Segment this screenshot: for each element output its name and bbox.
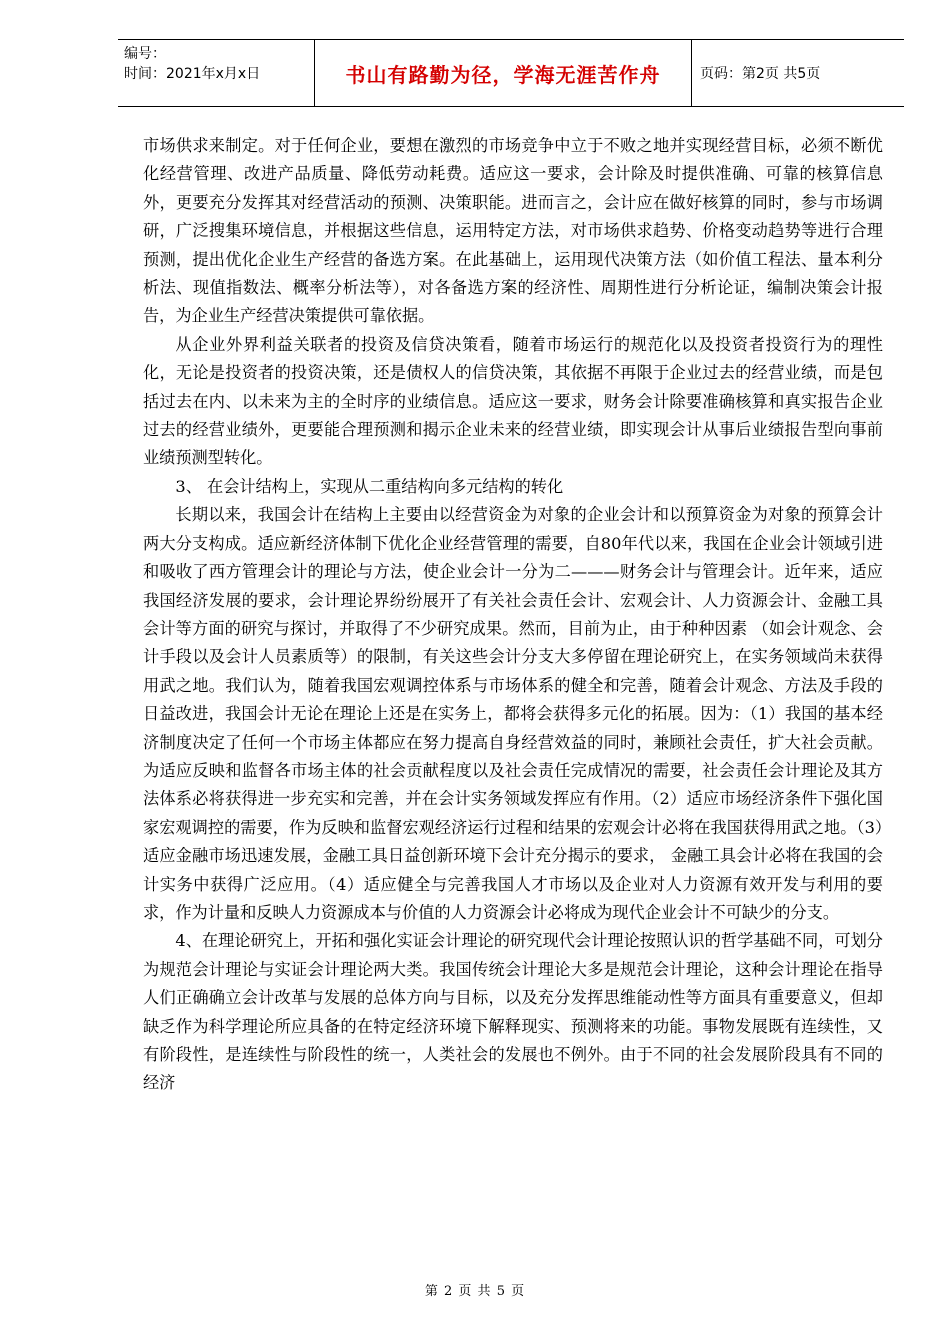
body-paragraph: 从企业外界利益关联者的投资及信贷决策看，随着市场运行的规范化以及投资者投资行为的理性化，无论是投资者的投资决策，还是债权人的信贷决策，其依据不再限于企业过去的经营业绩，而是包括过去在内、以未来为主的全时序的业绩信息。适应这一要求，财务会计除要准确核算和真实报告企业过去的经营业绩外，更要能合理预测和揭示企业未来的经营业绩，即实现会计从事后业绩报告型向事前业绩预测型转化。 bbox=[143, 334, 883, 468]
page-footer: 第 2 页 共 5 页 bbox=[424, 1284, 526, 1299]
body-paragraph: 长期以来，我国会计在结构上主要由以经营资金为对象的企业会计和以预算资金为对象的预算会计两大分支构成。适应新经济体制下优化企业经营管理的需要，自80年代以来，我国在企业会计领域引进和吸收了西方管理会计的理论与方法，使企业会计一分为二———财务会计与管理会计。近年来，适应我国经济发展的要求，会计理论界纷纷展开了有关社会责任会计、宏观会计、人力资源会计、金融工具会计等方面的研究与探讨，并取得了不少研究成果。然而，目前为止，由于种种因素 （如会计观念、会计手段以及会计人员素质等）的限制，有关这些会计分支大多停留在理论研究上，在实务领域尚未获得用武之地。我们认为，随着我国宏观调控体系与市场体系的健全和完善，随着会计观念、方法及手段的日益改进，我国会计无论在理论上还是在实务上，都将会获得多元化的拓展。因为：（1）我国的基本经济制度决定了任何一个市场主体都应在努力提高自身经营效益的同时，兼顾社会责任，扩大社会贡献。为适应反映和监督各市场主体的社会贡献程度以及社会责任完成情况的需要，社会责任会计理论及其方法体系必将获得进一步充实和完善，并在会计实务领域发挥应有作用。（2）适应市场经济条件下强化国家宏观调控的需要，作为反映和监督宏观经济运行过程和结果的宏观会计必将在我国获得用武之地。（3）适应金融市场迅速发展，金融工具日益创新环境下会计充分揭示的要求， 金融工具会计必将在我国的会计实务中获得广泛应用。（4）适应健全与完善我国人才市场以及企业对人力资源有效开发与利用的要求，作为计量和反映人力资源成本与价值的人力资源会计必将成为现代企业会计不可缺少的分支。 bbox=[143, 505, 883, 922]
header-meta bbox=[118, 40, 315, 106]
document-header bbox=[118, 39, 904, 107]
body-paragraph: 4、在理论研究上，开拓和强化实证会计理论的研究现代会计理论按照认识的哲学基础不同，可划分为规范会计理论与实证会计理论两大类。我国传统会计理论大多是规范会计理论，这种会计理论在指导人们正确确立会计改革与发展的总体方向与目标，以及充分发挥思维能动性等方面具有重要意义，但却缺乏作为科学理论所应具备的在特定经济环境下解释现实、预测将来的功能。事物发展既有连续性，又有阶段性，是连续性与阶段性的统一，人类社会的发展也不例外。由于不同的社会发展阶段具有不同的经济 bbox=[143, 931, 883, 1093]
body-paragraph: 市场供求来制定。对于任何企业，要想在激烈的市场竞争中立于不败之地并实现经营目标，必须不断优化经营管理、改进产品质量、降低劳动耗费。适应这一要求，会计除及时提供准确、可靠的核算信息外，更要充分发挥其对经营活动的预测、决策职能。进而言之，会计应在做好核算的同时，参与市场调研，广泛搜集环境信息，并根据这些信息，运用特定方法，对市场供求趋势、价格变动趋势等进行合理预测，提出优化企业生产经营的备选方案。在此基础上，运用现代决策方法（如价值工程法、量本利分析法、现值指数法、概率分析法等），对各备选方案的经济性、周期性进行分析论证，编制决策会计报告，为企业生产经营决策提供可靠依据。 bbox=[143, 136, 883, 326]
header-motto: 书山有路勤为径，学海无涯苦作舟 bbox=[315, 40, 692, 106]
section-heading: 3、 在会计结构上，实现从二重结构向多元结构的转化 bbox=[175, 476, 564, 496]
header-time-label: 时间：2021年x月x日 bbox=[124, 66, 261, 82]
document-body bbox=[143, 132, 883, 1098]
header-number-label: 编号： bbox=[124, 46, 166, 62]
header-page-info: 页码：第2页 共5页 bbox=[700, 66, 821, 82]
